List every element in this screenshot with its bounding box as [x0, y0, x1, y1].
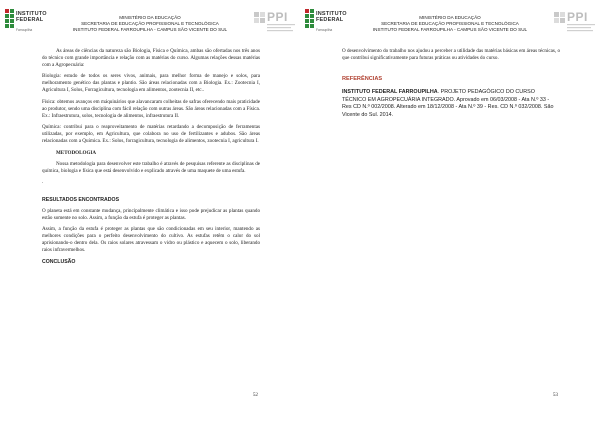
paragraph-results-2: Assim, a função da estufa é proteger as plantas que são condicionadas em seu interior, mantendo as melhores condições para o perfeito desenvolvimento do cultivo. As estufas retêm o calor do sol aprisionando-o dentro dela. Os raios solares atravessam o vidro ou plástico e aquecem o solo, liberando raios infravermelhos. — [42, 225, 260, 254]
section-title-methodology: METODOLOGIA — [56, 150, 97, 157]
page-header — [0, 6, 300, 40]
ppi-subtext-icon — [567, 24, 597, 33]
paragraph-fisica: Física: obtemos avanços em máquinários que alavancaram colheitas de safras oferecendo mais praticidade ao produtor, sendo uma disciplina com fácil relação com outras áreas. São áreas relacionadas com a Física. Ex.: Infraestrutura, solos, tecnologia de alimentos, infraestrutura II. — [42, 98, 260, 119]
section-title-conclusion: CONCLUSÃO — [42, 259, 76, 266]
logo-if-line-2: FEDERAL — [316, 17, 344, 23]
right-page — [300, 0, 600, 424]
stray-dot: . — [42, 180, 44, 186]
reference-details: . PROJETO PEDAGÓGICO DO CURSO TÉCNICO EM AGROPECUÁRIA INTEGRADO. Aprovado em 06/03/2008 - Ata N.º 33 - Res CD N.º 002/2008. Alterado em 18/12/2008 - Ata N.º 39 - Res. CD N.º 032/2008. São Vicente do Sul. 2014. — [342, 89, 554, 118]
ppi-wordmark: PPI — [267, 10, 288, 24]
logo-if-line-2: FEDERAL — [16, 17, 44, 23]
ppi-subtext-icon — [267, 24, 297, 33]
ppi-logo — [554, 10, 596, 36]
if-logo-grid-icon — [305, 9, 315, 35]
paragraph-conclusion: O desenvolvimento do trabalho nos ajudou a perceber a utilidade das matérias básicas em áreas técnicas, o que contribui significativamente para futuras práticas ou atividades do curso. — [342, 48, 560, 62]
ppi-emblem-icon — [254, 12, 266, 26]
ppi-wordmark: PPI — [567, 10, 588, 24]
logo-if-line-1: INSTITUTO — [16, 11, 47, 17]
paragraph-quimica: Química: contribui para o reaproveitamento de matérias retardando a decomposição de ferramentas utilizadas, por exemplo, em Agricultura, que colabora no uso de fertilizantes e adubos. São áreas relacionadas com a Química. Ex.: Solos, forragicultura, tecnologia de alimentos, zootecnia I, agricultura I. — [42, 123, 260, 145]
page-number-right: 53 — [552, 392, 558, 398]
ppi-emblem-icon — [554, 12, 566, 26]
paragraph-results-1: O planeta está em constante mudança, principalmente climática e isso pode prejudicar as plantas quando estão somente no solo. Assim, a função da estufa é proteger as plantas. — [42, 207, 260, 221]
paragraph-intro: As áreas de ciências da natureza são Biologia, Física e Química, ambas são ofertadas nos três anos do técnico com grande importância e relação com as matérias do curso. Algumas relações dessas matérias com a Agropecuária: — [42, 48, 260, 69]
header-text — [348, 15, 552, 33]
section-title-results: RESULTADOS ENCONTRADOS — [42, 196, 120, 203]
if-logo-grid-icon — [5, 9, 15, 35]
ppi-logo — [254, 10, 296, 36]
paragraph-methodology: Nossa metodologia para desenvolver este trabalho é através de pesquisas referente as disciplinas de química, biologia e física que está desenvolvido e explicado através de uma maquete de uma estufa. — [42, 161, 260, 175]
logo-if-line-3: Farroupilha — [316, 28, 333, 32]
reference-entry — [342, 89, 560, 119]
page-header — [300, 6, 600, 40]
page-number-left: 52 — [252, 392, 258, 398]
header-text — [48, 15, 252, 33]
header-line-3: INSTITUTO FEDERAL FARROUPILHA - CAMPUS SÃO VICENTE DO SUL — [372, 27, 528, 32]
logo-if-line-1: INSTITUTO — [316, 11, 347, 17]
logo-if-line-3: Farroupilha — [16, 28, 33, 32]
reference-author: INSTITUTO FEDERAL FARROUPILHA — [342, 89, 438, 96]
header-line-1: MINISTÉRIO DA EDUCAÇÃO — [419, 15, 481, 20]
header-line-3: INSTITUTO FEDERAL FARROUPILHA - CAMPUS SÃO VICENTE DO SUL — [72, 27, 228, 32]
if-farroupilha-logo — [5, 9, 45, 35]
left-page-content — [42, 48, 260, 270]
section-title-references: REFERÊNCIAS — [342, 76, 383, 83]
header-line-2: SECRETARIA DE EDUCAÇÃO PROFISSIONAL E TECNOLÓGICA — [81, 21, 219, 26]
right-page-content — [342, 48, 560, 123]
if-farroupilha-logo — [305, 9, 345, 35]
header-line-1: MINISTÉRIO DA EDUCAÇÃO — [119, 15, 181, 20]
paragraph-biologia: Biologia: estudo de todos os seres vivos, animais, para melhor forma de manejo e solos, para melhoramento genético das plantas e plantio. São áreas relacionadas com a Biologia. Ex.: Zootecnia I, Agricultura I, Solos, Forragicultura, tecnologia em alimentos, zootecnia II, etc.. — [42, 73, 260, 94]
header-line-2: SECRETARIA DE EDUCAÇÃO PROFISSIONAL E TECNOLÓGICA — [381, 21, 519, 26]
